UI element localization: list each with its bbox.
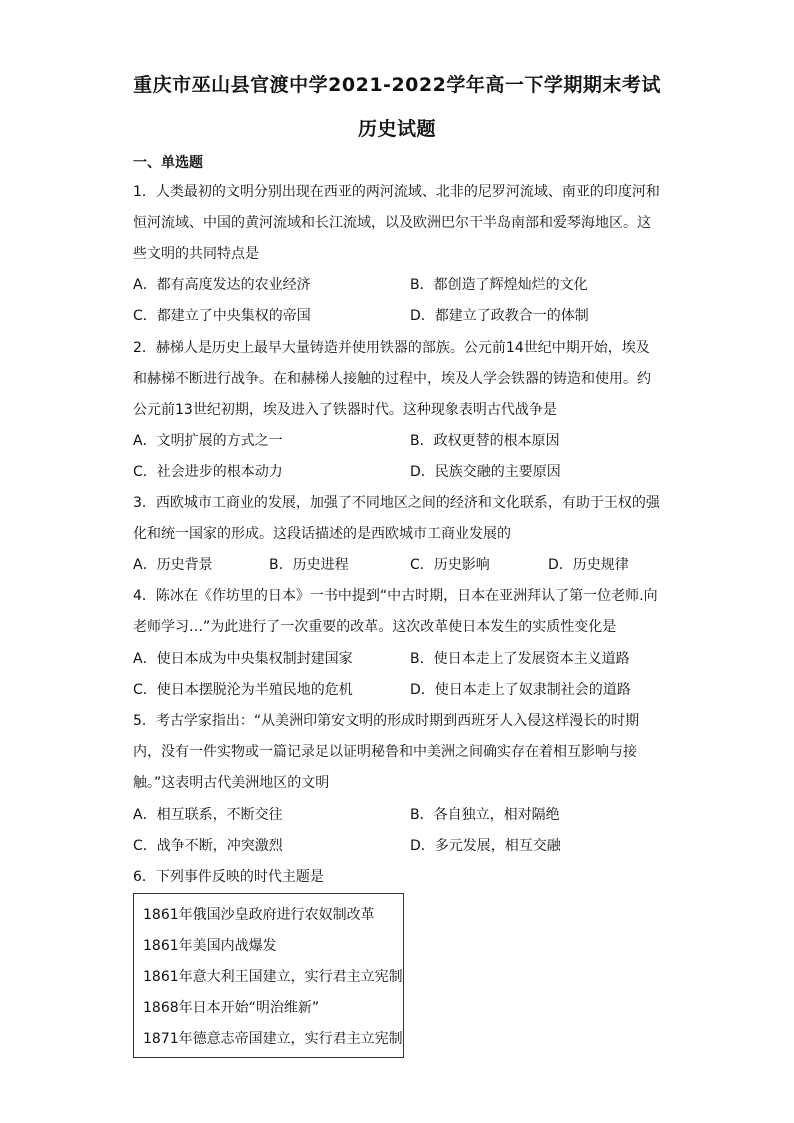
question-2-line-1: 2．赫梯人是历史上最早大量铸造并使用铁器的部族。公元前14世纪中期开始，埃及	[133, 340, 650, 356]
question-5-option-b: B．各自独立，相对隔绝	[410, 807, 560, 823]
question-1-line-3: 些文明的共同特点是	[133, 246, 259, 262]
question-5-line-3: 触。”这表明古代美洲地区的文明	[133, 775, 330, 791]
question-1-line-2: 恒河流域、中国的黄河流域和长江流域，以及欧洲巴尔干半岛南部和爱琴海地区。这	[133, 215, 651, 231]
question-3-option-c: C．历史影响	[410, 557, 490, 573]
question-4-option-a: A．使日本成为中央集权制封建国家	[133, 651, 353, 667]
question-1-option-a: A．都有高度发达的农业经济	[133, 277, 311, 293]
question-1-option-c: C．都建立了中央集权的帝国	[133, 308, 311, 324]
question-2-option-a: A．文明扩展的方式之一	[133, 433, 283, 449]
question-5-line-2: 内，没有一件实物或一篇记录足以证明秘鲁和中美洲之间确实存在着相互影响与接	[133, 744, 637, 760]
question-1-line-1: 1．人类最初的文明分别出现在西亚的两河流域、北非的尼罗河流域、南亚的印度河和	[133, 184, 660, 200]
question-2-option-c: C．社会进步的根本动力	[133, 464, 283, 480]
question-2-option-d: D．民族交融的主要原因	[410, 464, 561, 480]
question-1-option-b: B．都创造了辉煌灿烂的文化	[410, 277, 588, 293]
question-5-option-d: D．多元发展，相互交融	[410, 838, 561, 854]
question-4-line-2: 老师学习…”为此进行了一次重要的改革。这次改革使日本发生的实质性变化是	[133, 619, 617, 635]
question-2-option-b: B．政权更替的根本原因	[410, 433, 560, 449]
question-5-option-c: C．战争不断，冲突激烈	[133, 838, 283, 854]
question-4-option-b: B．使日本走上了发展资本主义道路	[410, 651, 630, 667]
question-3-option-a: A．历史背景	[133, 557, 213, 573]
question-4-option-d: D．使日本走上了奴隶制社会的道路	[410, 682, 631, 698]
event-item: 1868年日本开始“明治维新”	[143, 1000, 320, 1016]
question-1-option-d: D．都建立了政教合一的体制	[410, 308, 589, 324]
question-3-line-1: 3．西欧城市工商业的发展，加强了不同地区之间的经济和文化联系，有助于王权的强	[133, 495, 660, 511]
question-2-line-2: 和赫梯不断进行战争。在和赫梯人接触的过程中，埃及人学会铁器的铸造和使用。约	[133, 371, 651, 387]
question-3-option-b: B．历史进程	[269, 557, 349, 573]
question-5-line-1: 5．考古学家指出：“从美洲印第安文明的形成时期到西班牙人入侵这样漫长的时期	[133, 713, 640, 729]
question-6-line-1: 6．下列事件反映的时代主题是	[133, 869, 324, 885]
question-2-line-3: 公元前13世纪初期，埃及进入了铁器时代。这种现象表明古代战争是	[133, 402, 557, 418]
event-item: 1861年意大利王国建立，实行君主立宪制	[143, 969, 403, 985]
question-3-line-2: 化和统一国家的形成。这段话描述的是西欧城市工商业发展的	[133, 526, 511, 542]
event-item: 1861年美国内战爆发	[143, 938, 277, 954]
question-5-option-a: A．相互联系，不断交往	[133, 807, 283, 823]
event-item: 1861年俄国沙皇政府进行农奴制改革	[143, 907, 375, 923]
exam-title: 重庆市巫山县官渡中学2021-2022学年高一下学期期末考试	[133, 74, 661, 96]
question-3-option-d: D．历史规律	[548, 557, 629, 573]
section-heading: 一、单选题	[133, 155, 203, 171]
event-item: 1871年德意志帝国建立，实行君主立宪制	[143, 1031, 403, 1047]
events-box	[133, 893, 404, 1058]
question-4-line-1: 4．陈冰在《作坊里的日本》一书中提到“中古时期，日本在亚洲拜认了第一位老师.向	[133, 588, 658, 604]
question-4-option-c: C．使日本摆脱沦为半殖民地的危机	[133, 682, 353, 698]
exam-subtitle: 历史试题	[357, 118, 436, 140]
